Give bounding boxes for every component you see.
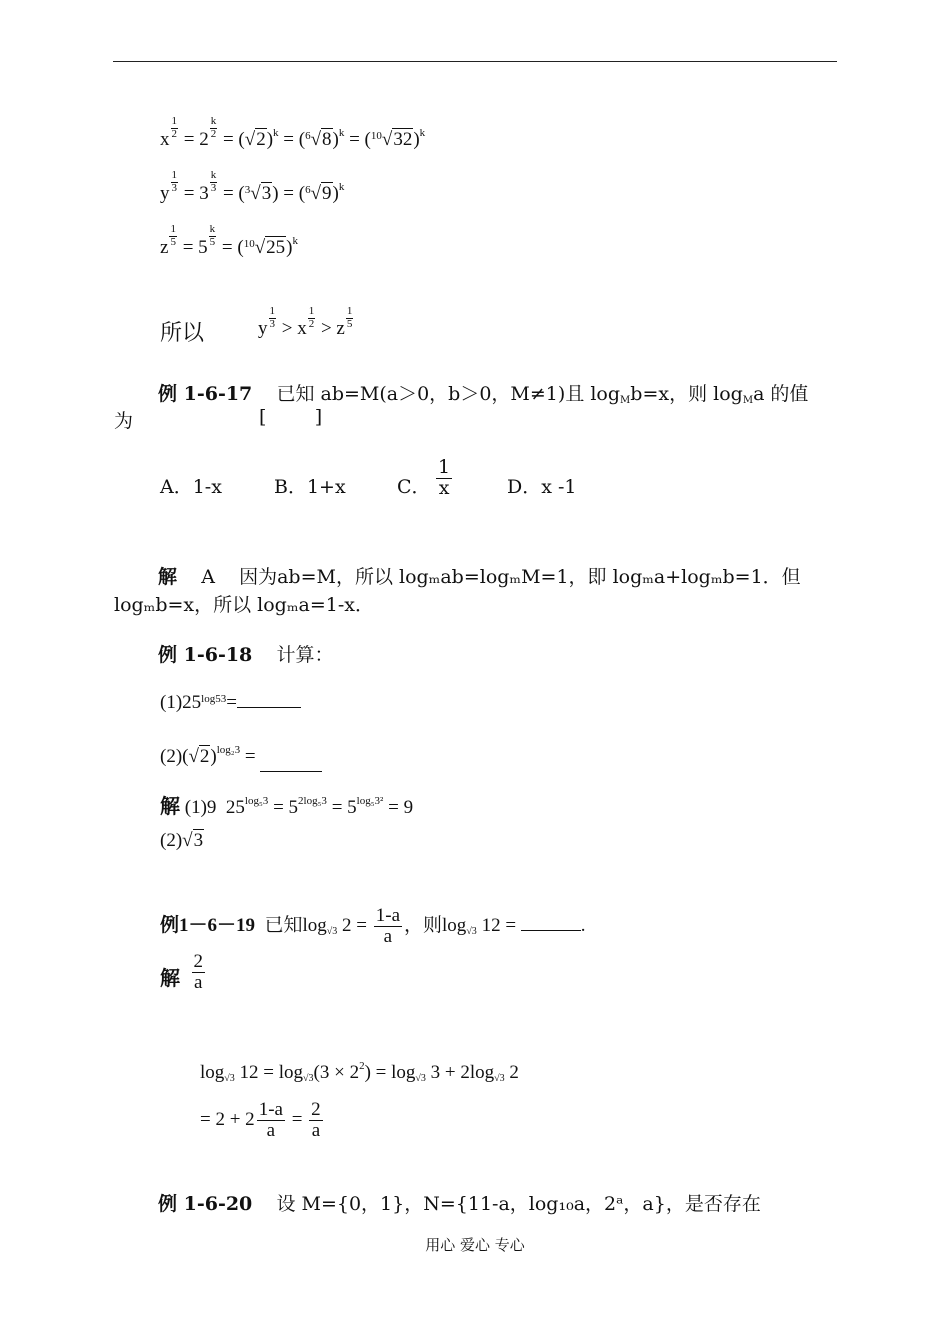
example-19-work1: log√3 $12 = \log√3(3 \times 2^2) = \log√3$ 3 + 2log√3 2 xyxy=(200,1060,519,1084)
math-z-line: z $\frac{1}{5}$ = 5 $\frac{k}{5}$ = $(^{10}√25)^k$ xyxy=(160,223,298,258)
so-label: 所以 xyxy=(160,321,205,346)
option-a: A．1-x xyxy=(160,476,222,498)
page-footer: 用心 爱心 专心 xyxy=(425,1236,525,1254)
example-19-solution: 解 $\frac{2}{a}$ xyxy=(160,951,203,993)
example-18-solution-2: (2)√3 xyxy=(160,830,204,851)
math-x-line: x $\frac{1}{2}$ = 2 $\frac{k}{2}$ = $(√2)^k = (^6√8)^k = (^{10}√32)^k$ xyxy=(160,115,426,150)
example-19-question: 例1－6－19 已知log√3 2 = $\frac{1-a}{a}$ ，则log√3 12 = . xyxy=(160,905,586,947)
example-19-work2: = 2 + 2 $\frac{1-a}{a}$ = $\frac{2}{a}$ xyxy=(200,1099,321,1141)
option-c-fraction: $\frac{1}{x}$ xyxy=(438,456,451,499)
example-17-line1: 例 1-6-17 已知 ab=M(a＞0，b＞0，M≠1)且 logMb=x，则 logMa 的值 xyxy=(158,383,809,406)
math-so-expr: y $\frac{1}{3}$ > x $\frac{1}{2}$ > z $\frac{1}{5}$ xyxy=(258,305,353,339)
example-18-q2: $(2)(√2)^{log_23}$ = xyxy=(160,746,322,768)
example-17-solution-line2: logₘb=x，所以 logₘa=1-x． xyxy=(114,594,374,616)
math-y-line: y $\frac{1}{3}$ = 3 $\frac{k}{3}$ = $(^3√3) = (^6√9)^k$ xyxy=(160,169,345,204)
example-17-solution-line1: 解 A 因为ab=M，所以 logₘab=logₘM=1，即 logₘa+logₘb=1．但 xyxy=(158,566,801,588)
example-17-label: 例 1-6-17 xyxy=(158,383,253,405)
header-rule xyxy=(113,61,837,62)
option-c: C． xyxy=(397,476,431,498)
answer-bracket: [ ] xyxy=(259,406,323,428)
option-b: B．1+x xyxy=(274,476,346,498)
example-20-line: 例 1-6-20 设 M={0，1}，N={11-a，log₁₀a，2ᵃ，a}，是否存在 xyxy=(158,1193,761,1215)
example-17-line2: 为 [ ] xyxy=(114,406,323,432)
example-18-heading: 例 1-6-18 计算： xyxy=(158,644,334,666)
example-18-solution-1: 解 (1)9 $25^{log_53} = 5^{2log_53} = 5^{log_53^2} = 9$ xyxy=(160,795,414,818)
option-d: D．x -1 xyxy=(507,476,577,498)
example-18-q1: $(1)25^{log53}=$ xyxy=(160,692,301,714)
